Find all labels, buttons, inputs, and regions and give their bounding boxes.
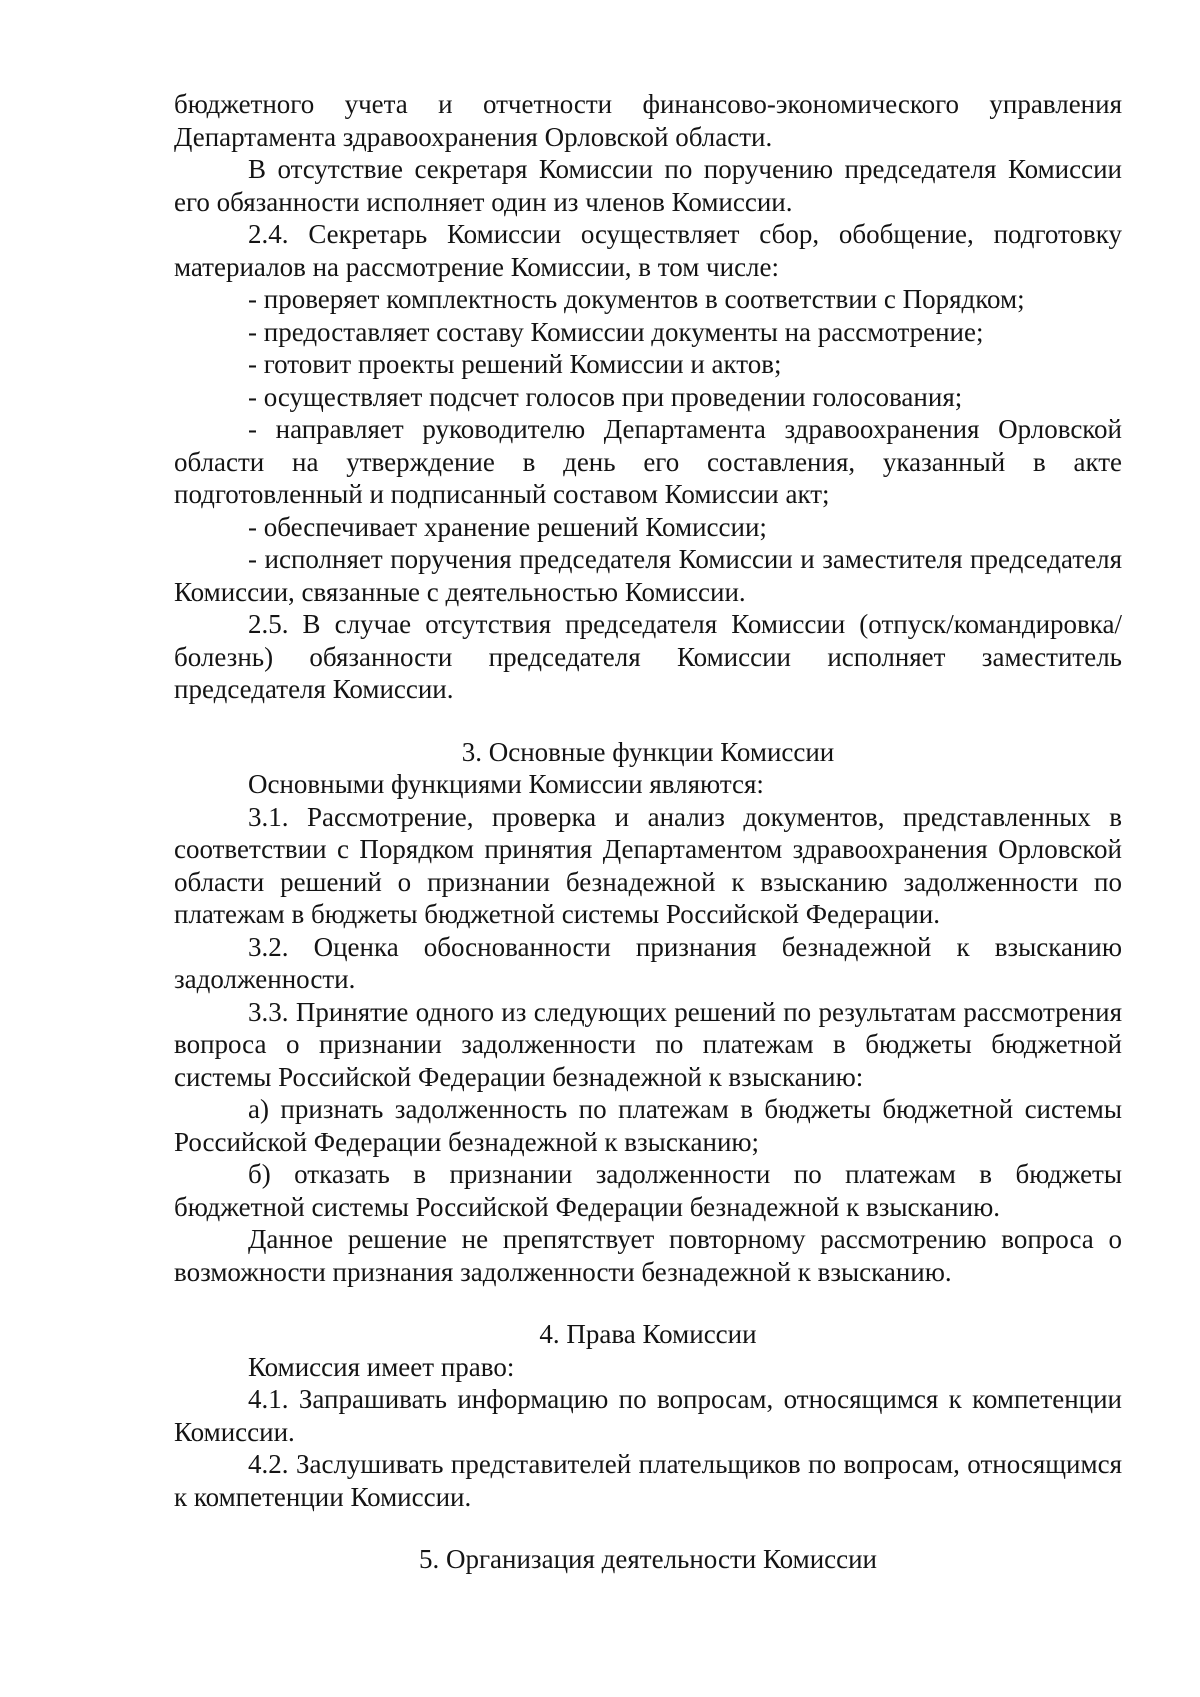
paragraph-3-3: 3.3. Принятие одного из следующих решений по результатам рассмотрения вопроса о признании задолженности по платежам в бюджеты бюджетной системы Российской Федерации безнадежной к взысканию:: [174, 996, 1122, 1092]
paragraph-4-2: 4.2. Заслушивать представителей плательщиков по вопросам, относящимся к компетенции Комиссии.: [174, 1449, 1122, 1512]
paragraph-3-2: 3.2. Оценка обоснованности признания безнадежной к взысканию задолженности.: [174, 931, 1122, 994]
list-item: - исполняет поручения председателя Комиссии и заместителя председателя Комиссии, связанные с деятельностью Комиссии.: [174, 544, 1122, 607]
paragraph-option-b: б) отказать в признании задолженности по платежам в бюджеты бюджетной системы Российской Федерации безнадежной к взысканию.: [174, 1159, 1122, 1222]
paragraph-decision-note: Данное решение не препятствует повторному рассмотрению вопроса о возможности признания задолженности безнадежной к взысканию.: [174, 1224, 1122, 1287]
list-item: - осуществляет подсчет голосов при проведении голосования;: [248, 381, 963, 412]
paragraph-continuation: бюджетного учета и отчетности финансово-экономического управления Департамента здравоохранения Орловской области.: [174, 89, 1122, 152]
paragraph-secretary-absence: В отсутствие секретаря Комиссии по поручению председателя Комиссии его обязанности исполняет один из членов Комиссии.: [174, 154, 1122, 217]
paragraph-option-a: а) признать задолженность по платежам в бюджеты бюджетной системы Российской Федерации безнадежной к взысканию;: [174, 1094, 1122, 1157]
list-item: - предоставляет составу Комиссии документы на рассмотрение;: [248, 316, 984, 347]
section-heading-3: 3. Основные функции Комиссии: [461, 736, 835, 767]
paragraph-rights-intro: Комиссия имеет право:: [248, 1351, 515, 1382]
paragraph-2-5: 2.5. В случае отсутствия председателя Комиссии (отпуск/командировка/болезнь) обязанности председателя Комиссии исполняет заместитель председателя Комиссии.: [174, 609, 1122, 704]
paragraph-2-4: 2.4. Секретарь Комиссии осуществляет сбор, обобщение, подготовку материалов на рассмотрение Комиссии, в том числе:: [174, 219, 1122, 282]
list-item: - направляет руководителю Департамента здравоохранения Орловской области на утверждение в день его составления, указанный в акте подготовленный и подписанный составом Комиссии акт;: [174, 414, 1122, 509]
paragraph-4-1: 4.1. Запрашивать информацию по вопросам, относящимся к компетенции Комиссии.: [174, 1384, 1122, 1447]
paragraph-3-1: 3.1. Рассмотрение, проверка и анализ документов, представленных в соответствии с Порядком принятия Департаментом здравоохранения Орловской области решений о признании безнадежной к взысканию задолженности по платежам в бюджеты бюджетной системы Российской Федерации.: [174, 801, 1122, 929]
paragraph-functions-intro: Основными функциями Комиссии являются:: [248, 769, 764, 799]
list-item: - проверяет комплектность документов в соответствии с Порядком;: [248, 284, 1025, 314]
document-page: [174, 88, 1122, 1576]
list-item: - обеспечивает хранение решений Комиссии;: [248, 511, 767, 542]
section-heading-4: 4. Права Комиссии: [539, 1319, 757, 1349]
list-item: - готовит проекты решений Комиссии и актов;: [248, 349, 782, 379]
section-heading-5: 5. Организация деятельности Комиссии: [418, 1544, 878, 1574]
